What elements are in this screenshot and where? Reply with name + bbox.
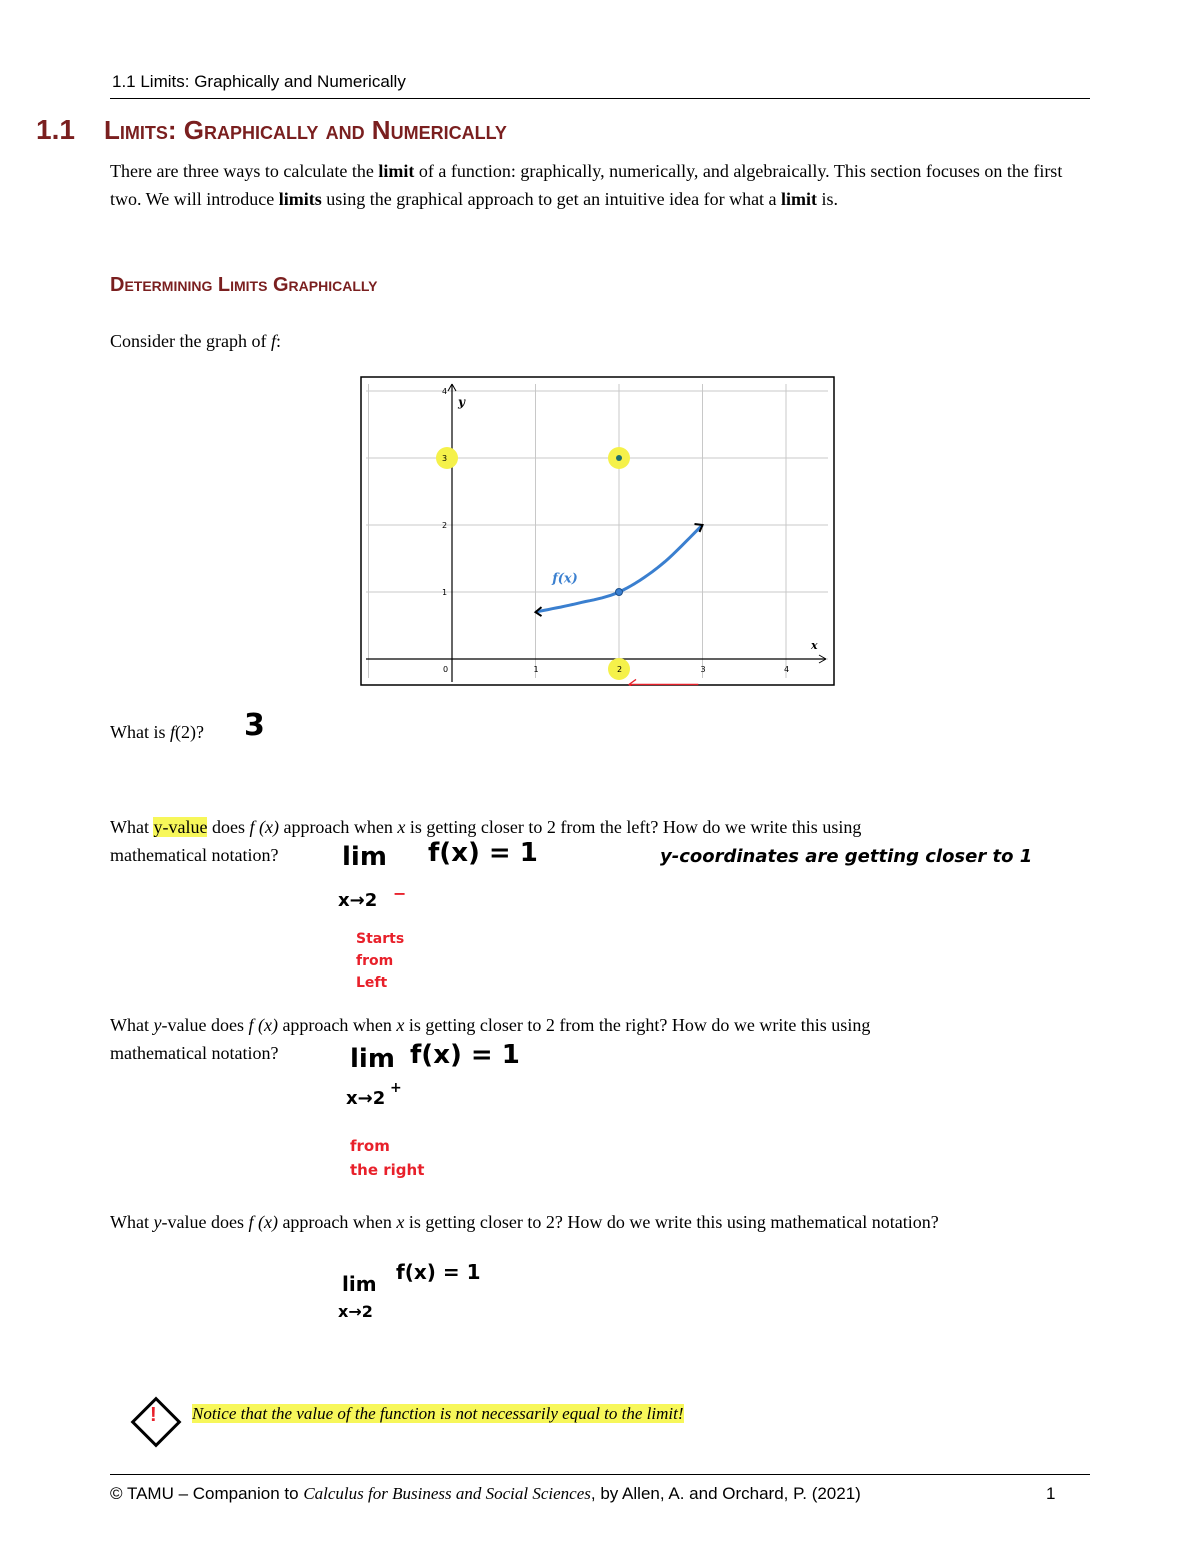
q2-sup: − bbox=[393, 884, 407, 903]
q4-text: What bbox=[110, 1212, 154, 1232]
running-header: 1.1 Limits: Graphically and Numerically bbox=[112, 72, 406, 91]
q2-text: What bbox=[110, 817, 154, 837]
y-tick-label: 1 bbox=[442, 588, 448, 597]
q4-text: approach when bbox=[277, 1212, 397, 1232]
y-tick-label: 4 bbox=[442, 387, 448, 396]
function-graph bbox=[360, 376, 835, 686]
question-1 bbox=[110, 718, 204, 746]
notice-text bbox=[192, 1404, 684, 1424]
x-tick-label: 0 bbox=[443, 665, 449, 674]
question-3 bbox=[110, 1011, 1090, 1067]
q2-note: y-coordinates are getting closer to 1 bbox=[660, 846, 1033, 867]
x-axis-label: x bbox=[811, 639, 818, 652]
q1-answer: 3 bbox=[244, 708, 265, 743]
footer-text: , by Allen, A. and Orchard, P. (2021) bbox=[590, 1484, 861, 1503]
q4-text: is getting closer to 2? How do we write this using bbox=[404, 1212, 771, 1232]
q3-sup: + bbox=[390, 1080, 402, 1096]
x-tick-label: 3 bbox=[700, 665, 706, 674]
q4-text: mathematical bbox=[770, 1212, 868, 1232]
consider-colon: : bbox=[275, 331, 281, 351]
q1-arg: (2)? bbox=[175, 722, 204, 742]
consider-text: Consider the graph of bbox=[110, 331, 271, 351]
q2-text: is getting closer to 2 from the left? How do we write this using bbox=[405, 817, 862, 837]
intro-bold: limit bbox=[781, 189, 818, 209]
intro-text: There are three ways to calculate the bbox=[110, 161, 379, 181]
q2-x: x bbox=[397, 817, 406, 837]
q1-text: What is bbox=[110, 722, 170, 742]
q3-red-note bbox=[350, 1134, 424, 1182]
q1-f: f bbox=[170, 722, 176, 742]
open-point bbox=[616, 589, 623, 596]
y-axis-label: y bbox=[458, 395, 465, 409]
curve-label: f(x) bbox=[552, 571, 578, 587]
q3-line2: mathematical notation? bbox=[110, 1043, 279, 1063]
q3-red-line: from bbox=[350, 1137, 390, 1155]
section-title: Limits: Graphically and Numerically bbox=[104, 115, 507, 145]
x-tick-label: 2 bbox=[617, 665, 623, 674]
q4-text: -value does bbox=[161, 1212, 249, 1232]
q2-text: approach when bbox=[278, 817, 398, 837]
q2-lim: lim bbox=[342, 842, 387, 872]
filled-point bbox=[616, 455, 622, 461]
footer-rule bbox=[110, 1474, 1090, 1475]
q3-text: What bbox=[110, 1015, 154, 1035]
section-heading bbox=[36, 114, 507, 146]
q2-fx: f (x) bbox=[249, 817, 279, 837]
q3-x: x bbox=[396, 1015, 405, 1035]
footer-book-title: Calculus for Business and Social Sciences bbox=[303, 1484, 591, 1503]
q2-highlight: y-value bbox=[153, 817, 208, 837]
q3-fx: f (x) bbox=[248, 1015, 278, 1035]
q2-sub: x→2 bbox=[338, 890, 378, 911]
q3-text: -value does bbox=[161, 1015, 249, 1035]
intro-text: is. bbox=[817, 189, 839, 209]
subsection-title: Determining Limits Graphically bbox=[110, 274, 378, 296]
q3-red-line: the right bbox=[350, 1161, 425, 1179]
q2-line2: mathematical notation? bbox=[110, 845, 279, 865]
q3-sub: x→2 bbox=[346, 1088, 386, 1109]
q3-text: approach when bbox=[277, 1015, 397, 1035]
q4-text: notation? bbox=[867, 1212, 939, 1232]
q2-red-note bbox=[356, 928, 404, 994]
q2-red-line: Left bbox=[356, 975, 388, 991]
q4-lim: lim bbox=[342, 1272, 377, 1296]
q3-y: y bbox=[153, 1015, 162, 1035]
q4-fx: f (x) bbox=[248, 1212, 278, 1232]
intro-paragraph bbox=[110, 157, 1090, 213]
footer bbox=[110, 1484, 861, 1504]
q3-text: is getting closer to 2 from the right? How do we write this using bbox=[404, 1015, 871, 1035]
y-tick-label: 2 bbox=[442, 521, 448, 530]
page-number: 1 bbox=[1046, 1484, 1056, 1503]
header-rule bbox=[110, 98, 1090, 99]
q3-eq: f(x) = 1 bbox=[410, 1040, 520, 1070]
notice-highlight: Notice that the value of the function is not necessarily equal to the limit! bbox=[192, 1404, 684, 1423]
notice-icon-mark: ! bbox=[150, 1404, 157, 1426]
q2-red-line: from bbox=[356, 953, 394, 969]
x-tick-label: 1 bbox=[533, 665, 539, 674]
q2-red-line: Starts bbox=[356, 931, 405, 947]
section-number: 1.1 bbox=[36, 114, 75, 145]
q3-lim: lim bbox=[350, 1044, 395, 1074]
intro-bold: limit bbox=[378, 161, 415, 181]
intro-text: of a function: graphically, numerically, and algebraically. This section focuses on the first two. We will introduce bbox=[110, 161, 1063, 209]
q4-eq: f(x) = 1 bbox=[396, 1260, 481, 1284]
y-tick-label: 3 bbox=[442, 454, 448, 463]
q2-text: does bbox=[207, 817, 250, 837]
consider-line bbox=[110, 327, 281, 355]
footer-text: © TAMU – Companion to bbox=[110, 1484, 304, 1503]
q4-sub: x→2 bbox=[338, 1302, 373, 1321]
q2-eq: f(x) = 1 bbox=[428, 838, 538, 868]
x-tick-label: 4 bbox=[784, 665, 790, 674]
question-4 bbox=[110, 1208, 1100, 1236]
consider-f: f bbox=[270, 331, 276, 351]
intro-text: using the graphical approach to get an intuitive idea for what a bbox=[321, 189, 782, 209]
q4-y: y bbox=[153, 1212, 162, 1232]
intro-bold: limits bbox=[278, 189, 322, 209]
q4-x: x bbox=[396, 1212, 405, 1232]
